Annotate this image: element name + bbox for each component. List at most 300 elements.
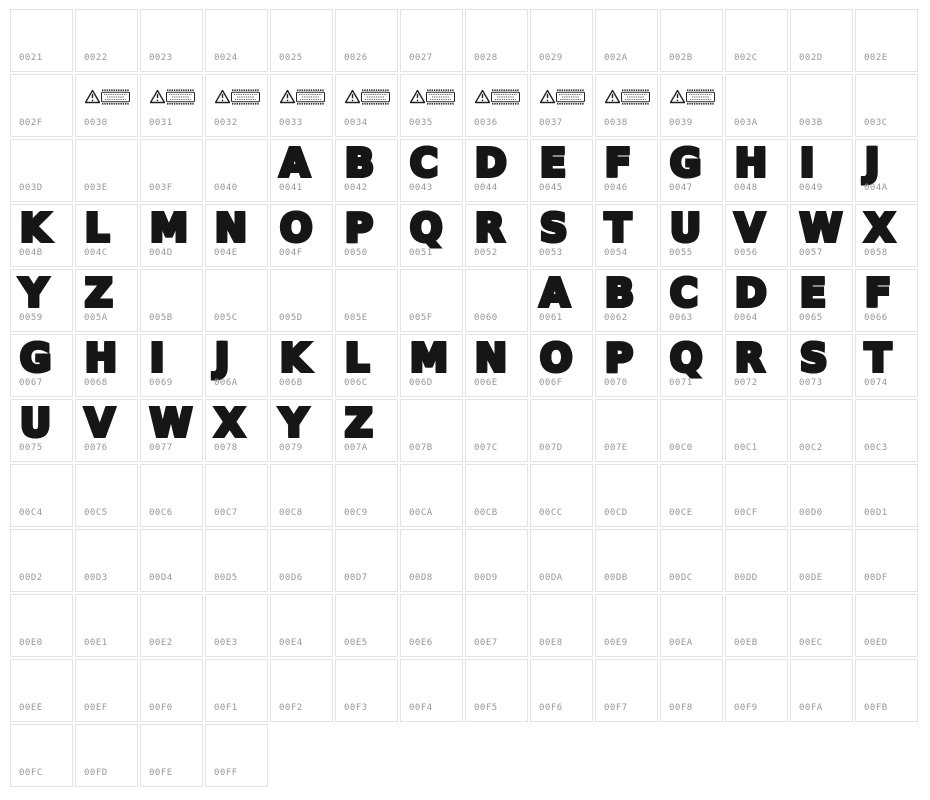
glyph-cell — [660, 204, 723, 267]
glyph-code-label: 00FC — [19, 768, 43, 778]
glyph-cell — [855, 659, 918, 722]
glyph-letter: F — [865, 271, 891, 315]
glyph-letter: J — [865, 141, 880, 185]
glyph-cell — [140, 9, 203, 72]
glyph-letter: X — [865, 206, 895, 250]
glyph-code-label: 00F4 — [409, 703, 433, 713]
glyph-code-label: 004B — [19, 248, 43, 258]
glyph-cell — [10, 659, 73, 722]
glyph-cell — [335, 204, 398, 267]
glyph-letter: I — [800, 141, 815, 185]
glyph-cell — [140, 269, 203, 332]
glyph-letter: L — [345, 336, 370, 380]
glyph-letter: A — [280, 141, 310, 185]
glyph-cell — [465, 659, 528, 722]
glyph-letter: O — [540, 336, 573, 380]
glyph-cell — [530, 9, 593, 72]
glyph-cell — [790, 594, 853, 657]
glyph-cell — [465, 139, 528, 202]
glyph-code-label: 00E9 — [604, 638, 628, 648]
glyph-letter: M — [410, 336, 448, 380]
glyph-cell — [465, 204, 528, 267]
glyph-code-label: 004D — [149, 248, 173, 258]
glyph-letter: J — [215, 336, 230, 380]
glyph-code-label: 002F — [19, 118, 43, 128]
glyph-cell — [400, 139, 463, 202]
glyph-cell — [790, 74, 853, 137]
glyph-letter: K — [20, 206, 50, 250]
glyph-cell — [335, 139, 398, 202]
glyph-code-label: 006A — [214, 378, 238, 388]
glyph-code-label: 00C7 — [214, 508, 238, 518]
glyph-code-label: 0053 — [539, 248, 563, 258]
glyph-cell — [855, 269, 918, 332]
glyph-code-label: 0079 — [279, 443, 303, 453]
glyph-cell — [75, 334, 138, 397]
glyph-code-label: 0061 — [539, 313, 563, 323]
glyph-letter: T — [605, 206, 631, 250]
glyph-code-label: 002C — [734, 53, 758, 63]
glyph-code-label: 003E — [84, 183, 108, 193]
glyph-code-label: 0030 — [84, 118, 108, 128]
glyph-letter: C — [670, 271, 698, 315]
glyph-code-label: 00E7 — [474, 638, 498, 648]
glyph-cell — [10, 334, 73, 397]
glyph-cell — [140, 594, 203, 657]
glyph-cell — [855, 334, 918, 397]
glyph-code-label: 002A — [604, 53, 628, 63]
glyph-code-label: 007C — [474, 443, 498, 453]
glyph-code-label: 002B — [669, 53, 693, 63]
glyph-code-label: 003D — [19, 183, 43, 193]
glyph-cell — [10, 74, 73, 137]
glyph-letter: Y — [280, 401, 308, 445]
character-map — [10, 9, 918, 787]
glyph-letter: D — [735, 271, 767, 315]
glyph-cell — [595, 139, 658, 202]
glyph-cell — [660, 269, 723, 332]
glyph-code-label: 00F8 — [669, 703, 693, 713]
glyph-code-label: 00F0 — [149, 703, 173, 713]
glyph-letter: U — [20, 401, 51, 445]
glyph-letter: Q — [410, 206, 443, 250]
glyph-cell — [400, 529, 463, 592]
glyph-code-label: 00D3 — [84, 573, 108, 583]
glyph-cell — [725, 594, 788, 657]
glyph-letter: T — [865, 336, 891, 380]
glyph-cell — [205, 529, 268, 592]
glyph-code-label: 0039 — [669, 118, 693, 128]
glyph-code-label: 003C — [864, 118, 888, 128]
glyph-code-label: 007A — [344, 443, 368, 453]
glyph-code-label: 00C6 — [149, 508, 173, 518]
glyph-code-label: 005A — [84, 313, 108, 323]
glyph-cell — [530, 659, 593, 722]
glyph-code-label: 00D7 — [344, 573, 368, 583]
glyph-code-label: 00DE — [799, 573, 823, 583]
glyph-letter: B — [605, 271, 634, 315]
glyph-code-label: 0074 — [864, 378, 888, 388]
glyph-cell — [790, 334, 853, 397]
glyph-letter: Z — [345, 401, 373, 445]
glyph-cell — [465, 269, 528, 332]
glyph-cell — [790, 204, 853, 267]
glyph-letter: O — [280, 206, 313, 250]
glyph-cell — [205, 9, 268, 72]
glyph-letter: D — [475, 141, 507, 185]
glyph-code-label: 0029 — [539, 53, 563, 63]
glyph-cell — [205, 464, 268, 527]
glyph-cell — [725, 529, 788, 592]
glyph-letter: P — [345, 206, 373, 250]
glyph-cell — [660, 659, 723, 722]
glyph-code-label: 00FD — [84, 768, 108, 778]
glyph-code-label: 00D5 — [214, 573, 238, 583]
glyph-letter: E — [540, 141, 566, 185]
glyph-cell — [530, 529, 593, 592]
glyph-code-label: 00E3 — [214, 638, 238, 648]
glyph-code-label: 00CF — [734, 508, 758, 518]
glyph-cell — [855, 594, 918, 657]
glyph-cell — [660, 334, 723, 397]
glyph-code-label: 00EA — [669, 638, 693, 648]
glyph-cell — [465, 9, 528, 72]
glyph-code-label: 00C8 — [279, 508, 303, 518]
glyph-code-label: 00F9 — [734, 703, 758, 713]
glyph-code-label: 0031 — [149, 118, 173, 128]
glyph-letter: W — [150, 401, 192, 445]
glyph-code-label: 00EC — [799, 638, 823, 648]
glyph-code-label: 0069 — [149, 378, 173, 388]
glyph-cell — [10, 9, 73, 72]
glyph-code-label: 0070 — [604, 378, 628, 388]
glyph-cell — [270, 139, 333, 202]
glyph-cell — [335, 659, 398, 722]
glyph-code-label: 0035 — [409, 118, 433, 128]
glyph-code-label: 0041 — [279, 183, 303, 193]
glyph-cell — [790, 659, 853, 722]
glyph-code-label: 00C9 — [344, 508, 368, 518]
glyph-code-label: 0049 — [799, 183, 823, 193]
glyph-code-label: 0032 — [214, 118, 238, 128]
glyph-cell — [400, 269, 463, 332]
glyph-code-label: 00C2 — [799, 443, 823, 453]
glyph-code-label: 00CC — [539, 508, 563, 518]
glyph-code-label: 00C3 — [864, 443, 888, 453]
glyph-cell — [725, 139, 788, 202]
glyph-cell — [140, 724, 203, 787]
glyph-cell — [400, 9, 463, 72]
glyph-code-label: 00E6 — [409, 638, 433, 648]
glyph-letter: H — [735, 141, 767, 185]
glyph-code-label: 00CB — [474, 508, 498, 518]
glyph-code-label: 0040 — [214, 183, 238, 193]
glyph-code-label: 0045 — [539, 183, 563, 193]
glyph-code-label: 00F6 — [539, 703, 563, 713]
glyph-cell — [465, 74, 528, 137]
glyph-cell — [790, 529, 853, 592]
glyph-cell — [205, 399, 268, 462]
glyph-code-label: 005C — [214, 313, 238, 323]
glyph-cell — [10, 464, 73, 527]
glyph-cell — [595, 204, 658, 267]
glyph-letter: X — [215, 401, 245, 445]
glyph-code-label: 007B — [409, 443, 433, 453]
glyph-cell — [140, 659, 203, 722]
glyph-code-label: 00F3 — [344, 703, 368, 713]
glyph-code-label: 0046 — [604, 183, 628, 193]
glyph-code-label: 004C — [84, 248, 108, 258]
glyph-letter: G — [20, 336, 52, 380]
glyph-code-label: 0052 — [474, 248, 498, 258]
glyph-code-label: 0075 — [19, 443, 43, 453]
glyph-code-label: 003B — [799, 118, 823, 128]
glyph-letter: Q — [670, 336, 703, 380]
glyph-code-label: 00F5 — [474, 703, 498, 713]
glyph-code-label: 0028 — [474, 53, 498, 63]
glyph-code-label: 0066 — [864, 313, 888, 323]
glyph-code-label: 00C4 — [19, 508, 43, 518]
glyph-cell — [335, 529, 398, 592]
glyph-cell — [660, 464, 723, 527]
glyph-code-label: 0058 — [864, 248, 888, 258]
glyph-cell — [335, 269, 398, 332]
glyph-code-label: 005B — [149, 313, 173, 323]
glyph-cell — [790, 139, 853, 202]
glyph-code-label: 0023 — [149, 53, 173, 63]
glyph-code-label: 0048 — [734, 183, 758, 193]
glyph-cell — [790, 269, 853, 332]
warning-sticker-icon — [540, 88, 586, 106]
glyph-code-label: 0063 — [669, 313, 693, 323]
glyph-code-label: 0021 — [19, 53, 43, 63]
glyph-cell — [660, 74, 723, 137]
glyph-cell — [465, 594, 528, 657]
glyph-code-label: 0065 — [799, 313, 823, 323]
glyph-code-label: 0038 — [604, 118, 628, 128]
glyph-code-label: 00EF — [84, 703, 108, 713]
glyph-cell — [205, 334, 268, 397]
glyph-cell — [400, 464, 463, 527]
glyph-letter: Y — [20, 271, 48, 315]
glyph-cell — [335, 464, 398, 527]
glyph-cell — [205, 659, 268, 722]
glyph-code-label: 0027 — [409, 53, 433, 63]
glyph-cell — [725, 74, 788, 137]
glyph-letter: R — [735, 336, 765, 380]
glyph-cell — [270, 464, 333, 527]
glyph-code-label: 004A — [864, 183, 888, 193]
glyph-letter: U — [670, 206, 701, 250]
glyph-cell — [595, 334, 658, 397]
glyph-cell — [140, 139, 203, 202]
glyph-letter: V — [735, 206, 765, 250]
glyph-cell — [400, 594, 463, 657]
glyph-cell — [75, 464, 138, 527]
glyph-letter: K — [280, 336, 310, 380]
glyph-cell — [205, 724, 268, 787]
glyph-code-label: 00C1 — [734, 443, 758, 453]
glyph-code-label: 00FB — [864, 703, 888, 713]
glyph-cell — [75, 659, 138, 722]
warning-sticker-icon — [150, 88, 196, 106]
glyph-code-label: 007E — [604, 443, 628, 453]
glyph-cell — [140, 204, 203, 267]
glyph-code-label: 0067 — [19, 378, 43, 388]
glyph-cell — [465, 529, 528, 592]
glyph-code-label: 0024 — [214, 53, 238, 63]
glyph-code-label: 00D4 — [149, 573, 173, 583]
warning-sticker-icon — [410, 88, 456, 106]
glyph-cell — [595, 464, 658, 527]
glyph-code-label: 0026 — [344, 53, 368, 63]
glyph-cell — [530, 464, 593, 527]
glyph-code-label: 006D — [409, 378, 433, 388]
glyph-code-label: 0071 — [669, 378, 693, 388]
glyph-cell — [595, 399, 658, 462]
glyph-cell — [855, 9, 918, 72]
glyph-code-label: 005D — [279, 313, 303, 323]
glyph-cell — [530, 399, 593, 462]
glyph-cell — [660, 529, 723, 592]
glyph-code-label: 0037 — [539, 118, 563, 128]
glyph-cell — [660, 139, 723, 202]
glyph-code-label: 0044 — [474, 183, 498, 193]
glyph-code-label: 00ED — [864, 638, 888, 648]
glyph-letter: M — [150, 206, 188, 250]
glyph-code-label: 0077 — [149, 443, 173, 453]
glyph-cell — [10, 724, 73, 787]
glyph-cell — [725, 399, 788, 462]
glyph-cell — [270, 594, 333, 657]
glyph-code-label: 007D — [539, 443, 563, 453]
glyph-letter: Z — [85, 271, 113, 315]
glyph-code-label: 00D1 — [864, 508, 888, 518]
glyph-cell — [725, 334, 788, 397]
glyph-code-label: 0042 — [344, 183, 368, 193]
glyph-cell — [140, 464, 203, 527]
glyph-code-label: 0073 — [799, 378, 823, 388]
glyph-cell — [790, 399, 853, 462]
glyph-cell — [400, 659, 463, 722]
glyph-cell — [855, 139, 918, 202]
glyph-code-label: 006C — [344, 378, 368, 388]
glyph-cell — [205, 204, 268, 267]
glyph-letter: V — [85, 401, 115, 445]
warning-sticker-icon — [345, 88, 391, 106]
glyph-code-label: 003A — [734, 118, 758, 128]
glyph-code-label: 00CA — [409, 508, 433, 518]
glyph-cell — [335, 334, 398, 397]
glyph-code-label: 0068 — [84, 378, 108, 388]
glyph-letter: A — [540, 271, 570, 315]
glyph-letter: L — [85, 206, 110, 250]
glyph-cell — [270, 269, 333, 332]
glyph-cell — [660, 9, 723, 72]
warning-sticker-icon — [85, 88, 131, 106]
glyph-code-label: 00E8 — [539, 638, 563, 648]
glyph-cell — [725, 204, 788, 267]
glyph-code-label: 0062 — [604, 313, 628, 323]
glyph-code-label: 00DA — [539, 573, 563, 583]
glyph-code-label: 003F — [149, 183, 173, 193]
glyph-code-label: 00FA — [799, 703, 823, 713]
glyph-cell — [270, 9, 333, 72]
glyph-code-label: 00F1 — [214, 703, 238, 713]
glyph-letter: S — [540, 206, 568, 250]
glyph-cell — [140, 74, 203, 137]
glyph-code-label: 00FE — [149, 768, 173, 778]
glyph-code-label: 00C5 — [84, 508, 108, 518]
glyph-letter: B — [345, 141, 374, 185]
glyph-cell — [10, 204, 73, 267]
glyph-cell — [855, 464, 918, 527]
glyph-code-label: 00DF — [864, 573, 888, 583]
glyph-code-label: 004F — [279, 248, 303, 258]
glyph-code-label: 00D0 — [799, 508, 823, 518]
glyph-letter: F — [605, 141, 631, 185]
glyph-cell — [75, 139, 138, 202]
glyph-code-label: 0078 — [214, 443, 238, 453]
glyph-cell — [855, 204, 918, 267]
glyph-code-label: 004E — [214, 248, 238, 258]
glyph-letter: P — [605, 336, 633, 380]
glyph-code-label: 0033 — [279, 118, 303, 128]
glyph-letter: I — [150, 336, 165, 380]
glyph-cell — [595, 9, 658, 72]
glyph-code-label: 0060 — [474, 313, 498, 323]
glyph-cell — [335, 594, 398, 657]
glyph-letter: W — [800, 206, 842, 250]
glyph-cell — [530, 74, 593, 137]
glyph-letter: G — [670, 141, 702, 185]
glyph-cell — [270, 74, 333, 137]
glyph-cell — [790, 9, 853, 72]
warning-sticker-icon — [475, 88, 521, 106]
glyph-cell — [270, 659, 333, 722]
glyph-cell — [75, 269, 138, 332]
glyph-cell — [530, 269, 593, 332]
glyph-code-label: 0055 — [669, 248, 693, 258]
glyph-letter: R — [475, 206, 505, 250]
glyph-code-label: 005E — [344, 313, 368, 323]
glyph-cell — [75, 9, 138, 72]
warning-sticker-icon — [280, 88, 326, 106]
glyph-cell — [400, 204, 463, 267]
glyph-cell — [205, 139, 268, 202]
glyph-code-label: 0051 — [409, 248, 433, 258]
glyph-code-label: 00D9 — [474, 573, 498, 583]
glyph-code-label: 00CD — [604, 508, 628, 518]
glyph-cell — [400, 74, 463, 137]
glyph-code-label: 0057 — [799, 248, 823, 258]
glyph-cell — [335, 399, 398, 462]
glyph-code-label: 00E4 — [279, 638, 303, 648]
glyph-cell — [400, 399, 463, 462]
glyph-cell — [75, 399, 138, 462]
glyph-code-label: 00E0 — [19, 638, 43, 648]
glyph-cell — [595, 659, 658, 722]
glyph-cell — [660, 399, 723, 462]
glyph-cell — [530, 334, 593, 397]
glyph-code-label: 0043 — [409, 183, 433, 193]
glyph-code-label: 00DC — [669, 573, 693, 583]
glyph-cell — [855, 529, 918, 592]
glyph-cell — [140, 334, 203, 397]
glyph-cell — [10, 399, 73, 462]
glyph-code-label: 006F — [539, 378, 563, 388]
glyph-cell — [270, 399, 333, 462]
